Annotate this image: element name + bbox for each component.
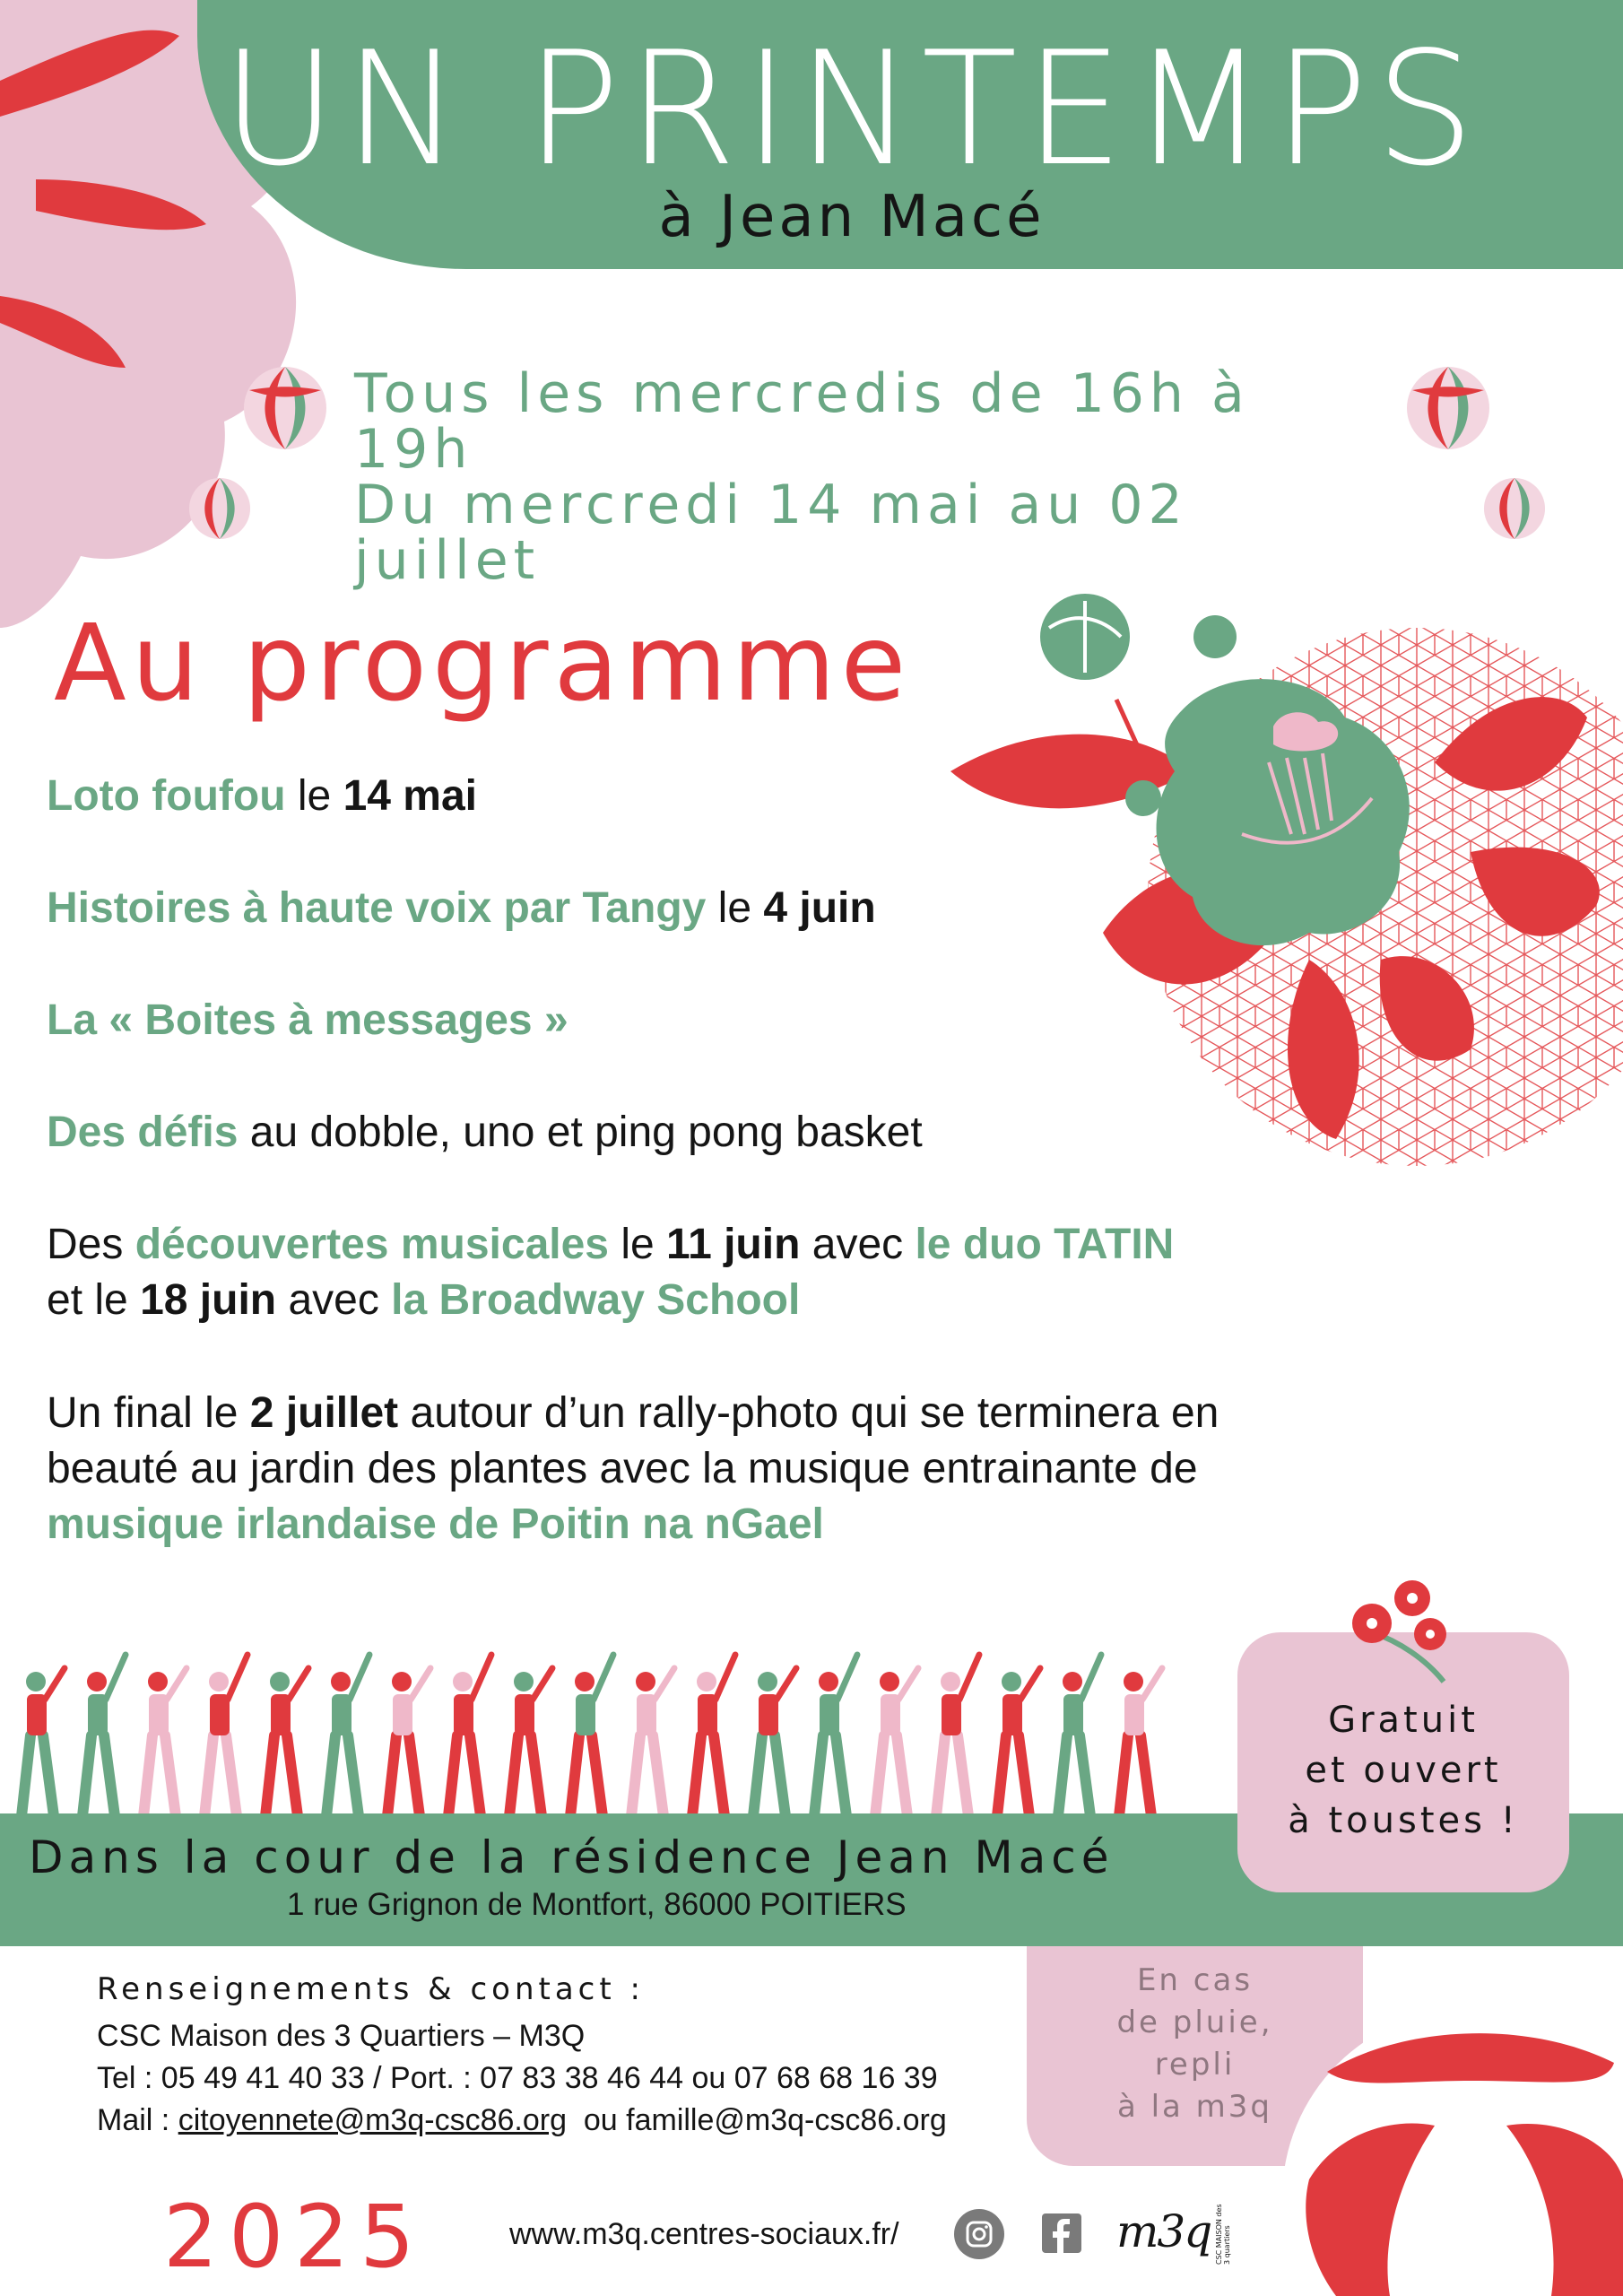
beach-ball-icon bbox=[240, 363, 330, 453]
dancer-figure bbox=[204, 1655, 247, 1816]
dancer-figure bbox=[692, 1655, 735, 1816]
programme-item-text: et le bbox=[47, 1276, 141, 1324]
programme-item-date: 14 mai bbox=[343, 772, 477, 820]
schedule-dates bbox=[354, 362, 1385, 592]
dancer-figure bbox=[1058, 1655, 1101, 1816]
rain-note-line: En cas bbox=[1136, 1962, 1254, 1998]
free-badge-line: Gratuit bbox=[1328, 1700, 1479, 1741]
contact-mail-alt: ou famille@m3q-csc86.org bbox=[566, 2103, 947, 2137]
page-subtitle: à Jean Macé bbox=[658, 184, 1046, 250]
dancer-figure bbox=[265, 1668, 308, 1816]
programme-item bbox=[47, 1217, 1320, 1328]
programme-item-title: la Broadway School bbox=[391, 1276, 801, 1324]
contact-mail-link[interactable]: citoyennete@m3q-csc86.org bbox=[178, 2103, 567, 2137]
beach-ball-icon bbox=[187, 475, 253, 542]
dancer-figure bbox=[387, 1668, 430, 1816]
dancer-figure bbox=[509, 1668, 552, 1816]
rain-note-line: à la m3q bbox=[1116, 2089, 1273, 2125]
programme-item-text: avec bbox=[800, 1221, 916, 1268]
dancer-figure bbox=[997, 1668, 1040, 1816]
programme-item bbox=[47, 769, 1320, 824]
venue-title: Dans la cour de la résidence Jean Macé bbox=[29, 1831, 1115, 1883]
contact-org: CSC Maison des 3 Quartiers – M3Q bbox=[97, 2019, 586, 2053]
facebook-icon[interactable] bbox=[1042, 2213, 1081, 2253]
programme-item-text: avec bbox=[276, 1276, 392, 1324]
rain-note-line: repli bbox=[1154, 2047, 1236, 2083]
programme-item-title: Loto foufou bbox=[47, 772, 286, 820]
m3q-logo-text: m3q bbox=[1116, 2205, 1211, 2257]
programme-item-title: découvertes musicales bbox=[135, 1221, 609, 1268]
dancer-figure bbox=[22, 1668, 65, 1816]
programme-heading: Au programme bbox=[54, 601, 912, 725]
programme-item-date: 18 juin bbox=[140, 1276, 277, 1324]
dancer-figure bbox=[143, 1668, 187, 1816]
beach-ball-icon bbox=[1403, 363, 1493, 453]
m3q-logo bbox=[1116, 2193, 1231, 2265]
dancer-figure bbox=[814, 1655, 857, 1816]
programme-item bbox=[47, 1386, 1320, 1552]
instagram-icon[interactable] bbox=[953, 2208, 1005, 2260]
programme-item bbox=[47, 881, 1320, 936]
contact-phone: Tel : 05 49 41 40 33 / Port. : 07 83 38 46 44 ou 07 68 68 16 39 bbox=[97, 2061, 938, 2095]
programme-item-date: 11 juin bbox=[666, 1221, 801, 1268]
contact-mail bbox=[97, 2103, 947, 2138]
dancers-illustration bbox=[0, 1646, 1202, 1821]
programme-item-date: 4 juin bbox=[763, 884, 876, 932]
programme-item-text: le bbox=[285, 772, 343, 820]
schedule-line-1: Tous les mercredis de 16h à 19h bbox=[354, 362, 1250, 481]
programme-item-text: au dobble, uno et ping pong basket bbox=[238, 1109, 923, 1156]
programme-item bbox=[47, 993, 1320, 1048]
dancer-figure bbox=[936, 1655, 979, 1816]
contact-heading: Renseignements & contact : bbox=[97, 1971, 645, 2007]
schedule-line-2: Du mercredi 14 mai au 02 juillet bbox=[354, 474, 1188, 592]
programme-item bbox=[47, 1105, 1320, 1161]
dancer-figure bbox=[1119, 1668, 1162, 1816]
rain-note-line: de pluie, bbox=[1116, 2005, 1273, 2040]
dancer-figure bbox=[875, 1668, 918, 1816]
website-link[interactable]: www.m3q.centres-sociaux.fr/ bbox=[509, 2217, 899, 2251]
venue-address: 1 rue Grignon de Montfort, 86000 POITIERS bbox=[287, 1887, 907, 1922]
dancer-figure bbox=[570, 1655, 613, 1816]
dancer-figure bbox=[631, 1668, 674, 1816]
programme-item-title: musique irlandaise de Poitin na nGael bbox=[47, 1500, 824, 1548]
page-title: UN PRINTEMPS bbox=[221, 19, 1482, 201]
dancer-figure bbox=[326, 1655, 369, 1816]
programme-item-title: Des défis bbox=[47, 1109, 239, 1156]
flower-icon bbox=[1345, 1578, 1462, 1686]
contact-mail-label: Mail : bbox=[97, 2103, 178, 2137]
free-badge-line: et ouvert bbox=[1305, 1750, 1502, 1791]
programme-item-text: Des bbox=[47, 1221, 135, 1268]
beach-ball-icon bbox=[1255, 1973, 1623, 2296]
free-badge-line: à toustes ! bbox=[1288, 1800, 1519, 1841]
free-badge-text bbox=[1237, 1695, 1569, 1846]
year: 2025 bbox=[163, 2187, 426, 2287]
dancer-figure bbox=[82, 1655, 126, 1816]
programme-item-text: le bbox=[706, 884, 764, 932]
m3q-logo-subtext: CSC MAISON des 3 quartiers bbox=[1215, 2204, 1231, 2265]
programme-item-text: Un final le bbox=[47, 1389, 250, 1437]
dancer-figure bbox=[448, 1655, 491, 1816]
dancer-figure bbox=[753, 1668, 796, 1816]
beach-ball-icon bbox=[1481, 475, 1548, 542]
programme-item-title: le duo TATIN bbox=[915, 1221, 1175, 1268]
programme-item-text: beauté au jardin des plantes avec la musique entrainante de bbox=[47, 1445, 1198, 1492]
programme-item-date: 2 juillet bbox=[249, 1389, 399, 1437]
programme-item-text: le bbox=[608, 1221, 667, 1268]
programme-item-title: Histoires à haute voix par Tangy bbox=[47, 884, 707, 932]
programme-item-title: La « Boites à messages » bbox=[47, 996, 568, 1044]
programme-item-text: autour d’un rally-photo qui se terminera en bbox=[398, 1389, 1219, 1437]
